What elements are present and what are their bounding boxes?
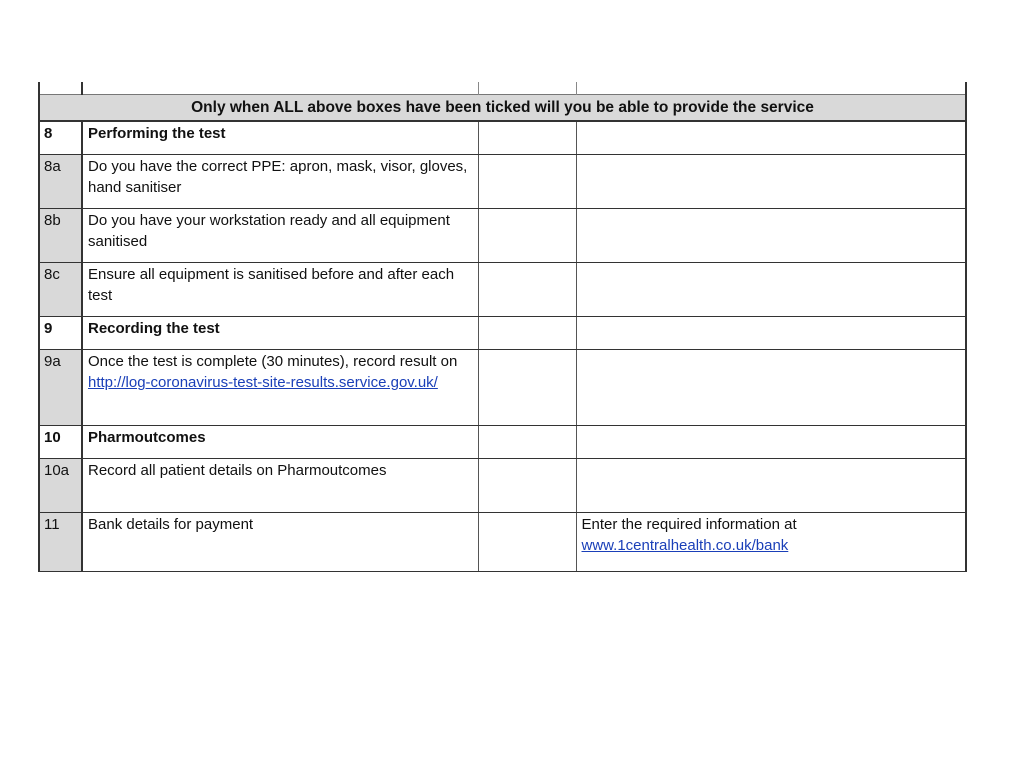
table-row-stub: [39, 82, 966, 95]
banner-text: Only when ALL above boxes have been ticked will you be able to provide the service: [39, 95, 966, 122]
notes-cell[interactable]: [576, 121, 966, 155]
row-number: 9: [39, 317, 82, 350]
bank-details-link[interactable]: www.1centralhealth.co.uk/bank: [581, 537, 789, 554]
row-number: 10a: [39, 459, 82, 513]
row-label: Pharmoutcomes: [82, 426, 478, 459]
checklist-table: [38, 82, 967, 572]
row-number: 11: [39, 513, 82, 572]
table-row-11: [39, 513, 966, 572]
tick-cell[interactable]: [478, 426, 576, 459]
tick-cell[interactable]: [478, 155, 576, 209]
row-label: [82, 350, 478, 426]
tick-cell[interactable]: [478, 263, 576, 317]
results-site-link[interactable]: http://log-coronavirus-test-site-results.service.gov.uk/: [88, 374, 438, 391]
row-number: 8c: [39, 263, 82, 317]
row-label: Do you have your workstation ready and all equipment sanitised: [82, 209, 478, 263]
notes-cell[interactable]: [576, 263, 966, 317]
tick-cell[interactable]: [478, 317, 576, 350]
table-row-8a: [39, 155, 966, 209]
row-number: 8: [39, 121, 82, 155]
row-label: Ensure all equipment is sanitised before and after each test: [82, 263, 478, 317]
table-row-8b: [39, 209, 966, 263]
notes-cell[interactable]: [576, 155, 966, 209]
row-number: 10: [39, 426, 82, 459]
row-label: Record all patient details on Pharmoutcomes: [82, 459, 478, 513]
banner-row: [39, 95, 966, 122]
row-label: Performing the test: [82, 121, 478, 155]
table-row-9: [39, 317, 966, 350]
row-number: 8a: [39, 155, 82, 209]
tick-cell[interactable]: [478, 121, 576, 155]
row-label: Do you have the correct PPE: apron, mask, visor, gloves, hand sanitiser: [82, 155, 478, 209]
row-label: Bank details for payment: [82, 513, 478, 572]
bank-info-text: Enter the required information at: [581, 516, 797, 533]
row-number: 9a: [39, 350, 82, 426]
table-row-9a: [39, 350, 966, 426]
notes-cell[interactable]: [576, 459, 966, 513]
table-row-10a: [39, 459, 966, 513]
tick-cell[interactable]: [478, 459, 576, 513]
notes-cell[interactable]: [576, 426, 966, 459]
notes-cell[interactable]: [576, 209, 966, 263]
notes-cell[interactable]: [576, 317, 966, 350]
row-label: Recording the test: [82, 317, 478, 350]
notes-cell[interactable]: [576, 350, 966, 426]
tick-cell[interactable]: [478, 350, 576, 426]
table-row-8: [39, 121, 966, 155]
row-number: 8b: [39, 209, 82, 263]
table-row-8c: [39, 263, 966, 317]
tick-cell[interactable]: [478, 209, 576, 263]
tick-cell[interactable]: [478, 513, 576, 572]
table-row-10: [39, 426, 966, 459]
row-label-text: Once the test is complete (30 minutes), record result on: [88, 353, 458, 370]
bank-info-cell: [576, 513, 966, 572]
checklist-sheet: [38, 82, 965, 572]
